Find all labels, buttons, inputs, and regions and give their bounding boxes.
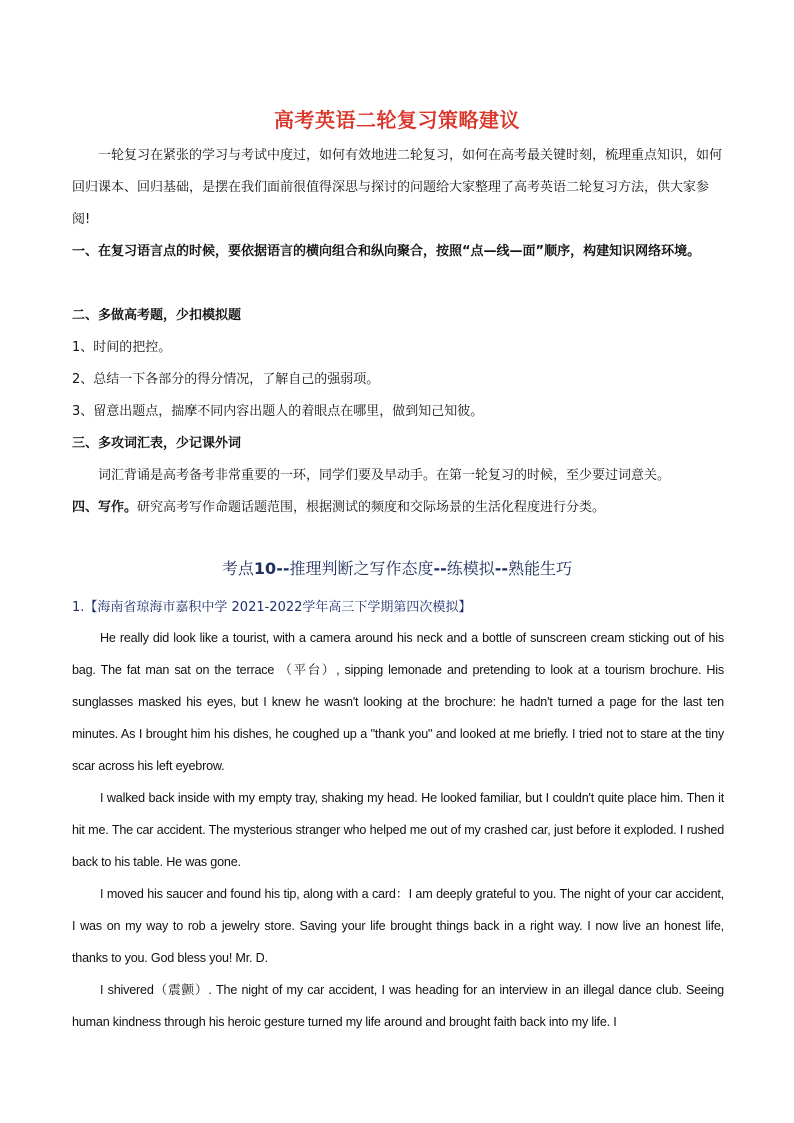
intro-paragraph: 一轮复习在紧张的学习与考试中度过，如何有效地进二轮复习，如何在高考最关键时刻，梳理重点知识，如何回归课本、回归基础，是摆在我们面前很值得深思与探讨的问题给大家整理了高考英语二轮复习方法，供大家参阅!	[72, 148, 723, 227]
point-4-heading: 四、写作。	[72, 500, 138, 515]
section-heading-number: 10--	[253, 559, 290, 578]
passage-paragraph-1: He really did look like a tourist, with a camera around his neck and a bottle of sunscreen cream sticking out of his bag. The fat man sat on the terrace （平台）, sipping lemonade and pretending to look at a tourism brochure. His sunglasses masked his eyes, but I knew he wasn't looking at the brochure: he hadn't turned a page for the last ten minutes. As I brought him his dishes, he coughed up a "thank you" and looked at me briefly. I tried not to stare at the tiny scar across his left eyebrow.	[72, 631, 724, 773]
passage-paragraph-2: I walked back inside with my empty tray, shaking my head. He looked familiar, but I couldn't quite place him. Then it hit me. The car accident. The mysterious stranger who helped me out of my crashed car, just before it exploded. I rushed back to his table. He was gone.	[72, 791, 724, 869]
section-heading-sep-2: --	[494, 559, 509, 578]
section-heading-practice: 练模拟	[446, 559, 495, 578]
passage-paragraph-4: I shivered（震颤）. The night of my car accident, I was heading for an interview in an illegal dance club. Seeing human kindness through his heroic gesture turned my life around and brought faith back into my life. I	[72, 983, 724, 1029]
point-2-heading: 二、多做高考题，少扣模拟题	[72, 308, 242, 323]
section-heading-pre: 考点	[221, 559, 254, 578]
point-3-body: 词汇背诵是高考备考非常重要的一环，同学们要及早动手。在第一轮复习的时候，至少要过词意关。	[98, 468, 671, 483]
section-heading-sep-1: --	[433, 559, 447, 578]
point-1-heading: 一、在复习语言点的时候，要依据语言的横向组合和纵向聚合，按照“点—线—面”顺序，构建知识网络环境。	[72, 244, 701, 259]
point-2-item-3: 3、留意出题点，揣摩不同内容出题人的着眼点在哪里，做到知己知彼。	[72, 404, 484, 419]
section-heading-motto: 熟能生巧	[508, 559, 573, 578]
point-4-body: 研究高考写作命题话题范围，根据测试的频度和交际场景的生活化程度进行分类。	[137, 500, 606, 515]
point-2-item-1: 1、时间的把控。	[72, 340, 172, 355]
passage-paragraph-3: I moved his saucer and found his tip, along with a card：I am deeply grateful to you. The night of your car accident, I was on my way to rob a jewelry store. Saving your life brought things back in a right way. I now live an honest life, thanks to you. God bless you! Mr. D.	[72, 887, 724, 965]
point-2-item-2: 2、总结一下各部分的得分情况，了解自己的强弱项。	[72, 372, 380, 387]
section-heading-topic: 推理判断之写作态度	[289, 559, 434, 578]
question-source: 1.【海南省琼海市嘉积中学 2021-2022学年高三下学期第四次模拟】	[72, 600, 472, 615]
point-4-paragraph	[72, 492, 727, 524]
section-heading	[0, 556, 794, 579]
point-3-heading: 三、多攻词汇表，少记课外词	[72, 436, 242, 451]
document-title: 高考英语二轮复习策略建议	[274, 108, 520, 132]
